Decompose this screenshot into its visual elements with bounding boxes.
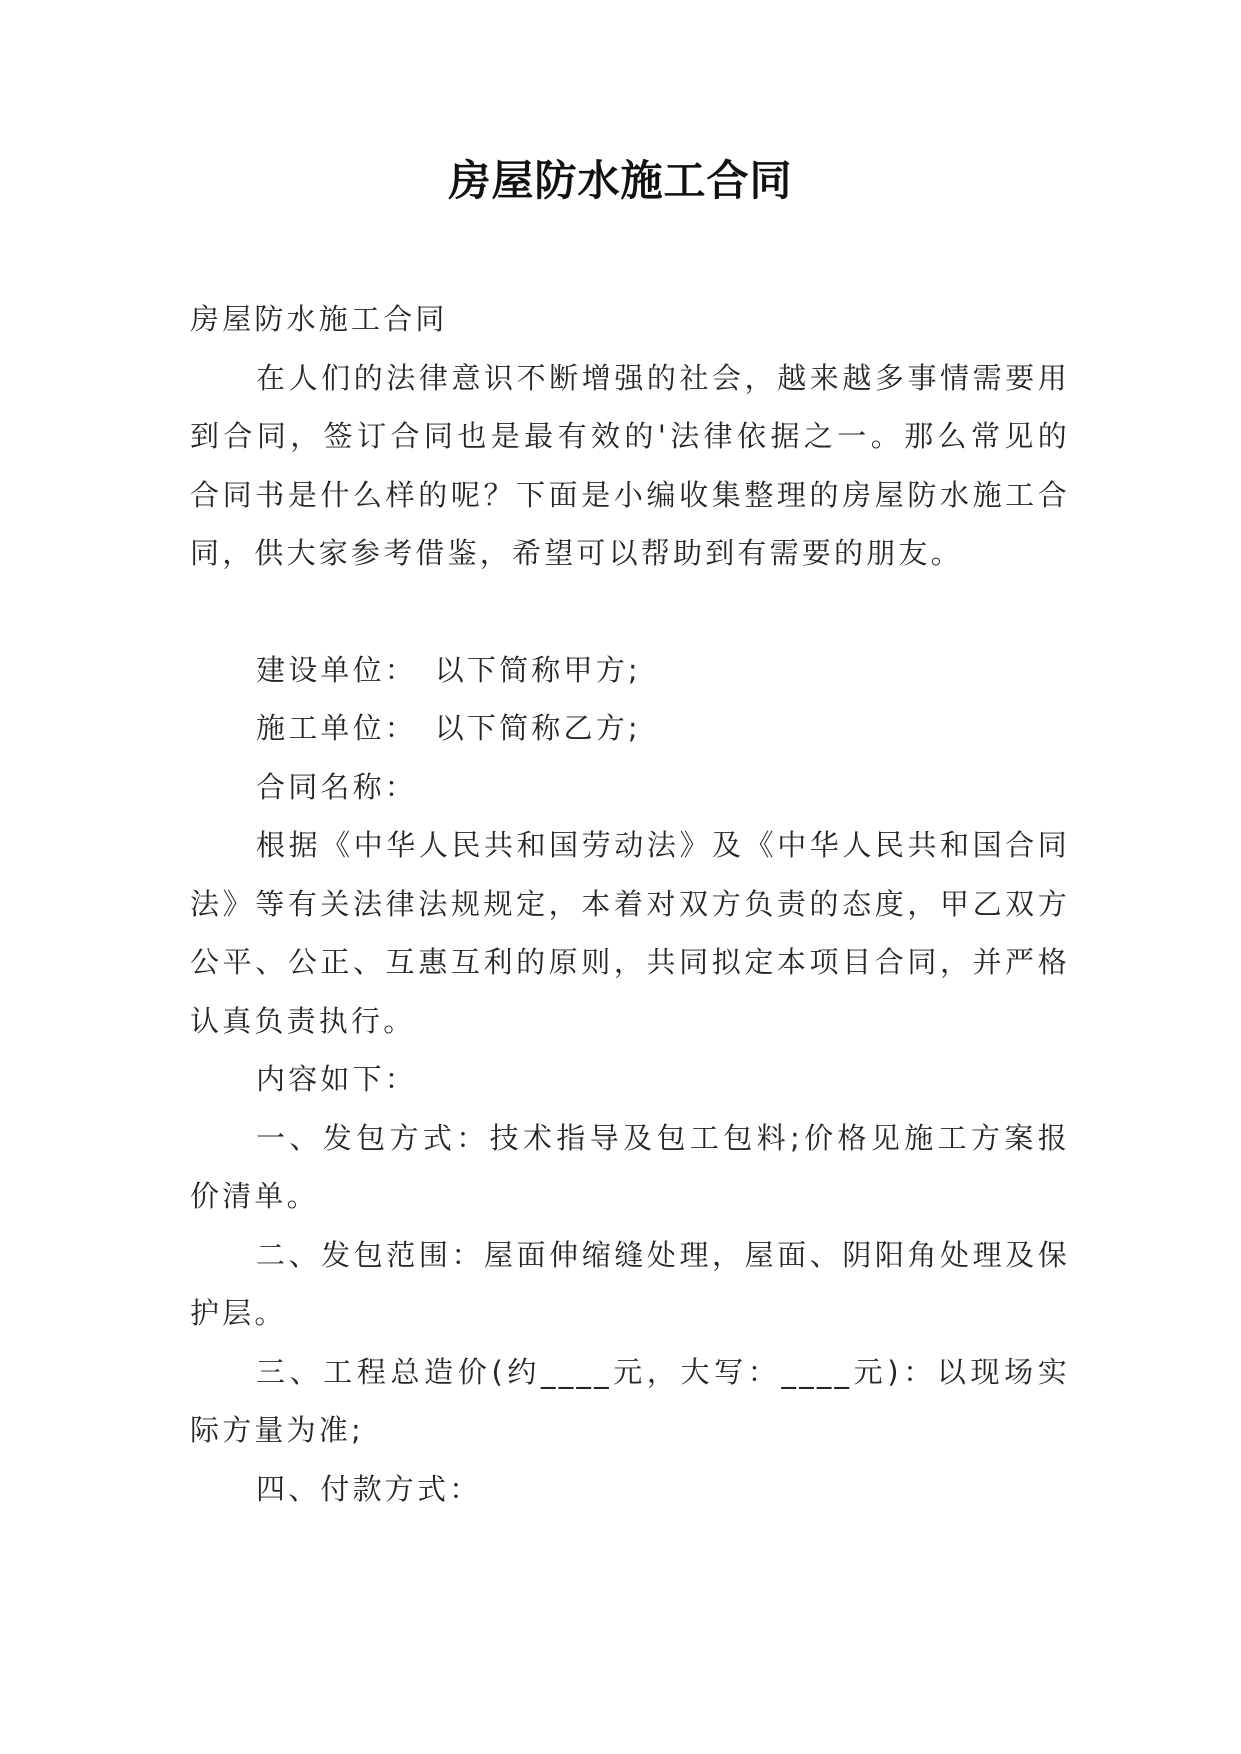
doc-subtitle: 房屋防水施工合同 xyxy=(190,302,448,336)
clause-2: 二、发包范围：屋面伸缩缝处理，屋面、阴阳角处理及保护层。 xyxy=(190,1237,1070,1330)
party-a-line: 建设单位： 以下简称甲方; xyxy=(256,652,641,687)
party-b-line: 施工单位： 以下简称乙方; xyxy=(256,711,641,745)
intro-paragraph: 在人们的法律意识不断增强的社会，越来越多事情需要用到合同，签订合同也是最有效的'法律依据之一。那么常见的合同书是什么样的呢？下面是小编收集整理的房屋防水施工合同，供大家参考借鉴，希望可以帮助到有需要的朋友。 xyxy=(190,360,1070,570)
clause-1: 一、发包方式：技术指导及包工包料;价格见施工方案报价清单。 xyxy=(190,1120,1070,1213)
legal-basis-paragraph: 根据《中华人民共和国劳动法》及《中华人民共和国合同法》等有关法律法规规定，本着对双方负责的态度，甲乙双方公平、公正、互惠互利的原则，共同拟定本项目合同，并严格认真负责执行。 xyxy=(190,828,1070,1038)
document-title: 房屋防水施工合同 xyxy=(448,156,793,205)
clause-3: 三、工程总造价(约____元，大写：____元)：以现场实际方量为准; xyxy=(190,1354,1070,1447)
content-heading: 内容如下： xyxy=(256,1062,418,1096)
paragraph-spacer xyxy=(190,583,1070,641)
document-body xyxy=(190,290,1070,1518)
clause-4: 四、付款方式： xyxy=(256,1471,482,1506)
contract-name-line: 合同名称： xyxy=(256,769,418,804)
